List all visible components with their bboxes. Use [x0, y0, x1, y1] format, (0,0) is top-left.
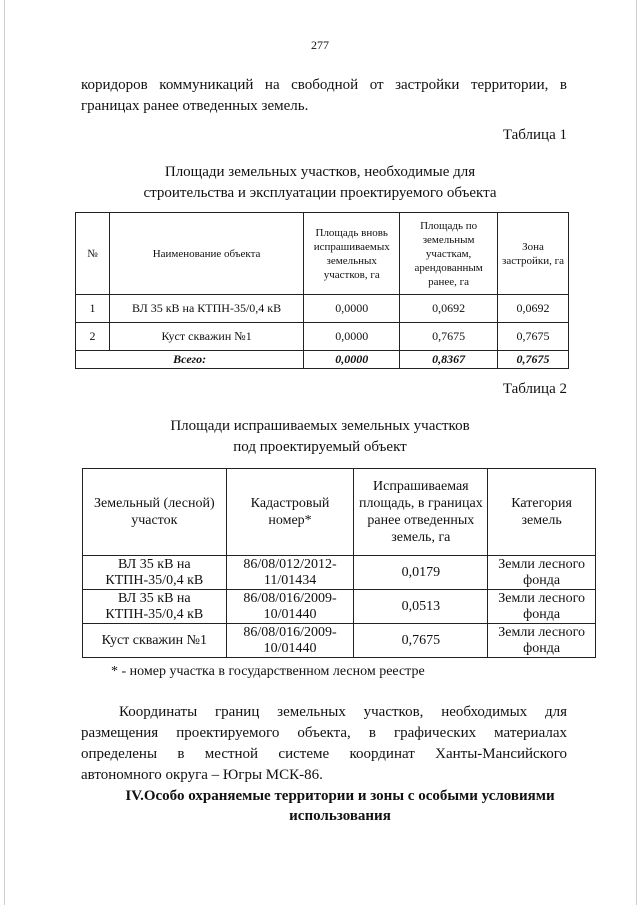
- table1-title-line-1: Площади земельных участков, необходимые для: [164, 164, 476, 180]
- table-cell: Земли лесного фонда: [488, 590, 596, 624]
- table-cell: 1: [76, 295, 110, 323]
- coords-line-1: Координаты границ земельных участков, необходимых для: [119, 704, 567, 720]
- table-cell: 86/08/016/2009-10/01440: [226, 590, 354, 624]
- table2-title-line-2: под проектируемый объект: [233, 439, 407, 455]
- table-row: [76, 323, 569, 351]
- table1-total-label: Всего:: [76, 351, 304, 369]
- table-row: [83, 624, 596, 658]
- coords-line-3: определены в местной системе координат Ханты-Мансийского: [81, 746, 567, 762]
- intro-paragraph: [81, 75, 567, 117]
- table1: [75, 212, 569, 369]
- table2-footnote: * - номер участка в государственном лесном реестре: [111, 664, 425, 679]
- table-cell: ВЛ 35 кВ на КТПН-35/0,4 кВ: [83, 556, 227, 590]
- table-cell: 86/08/012/2012-11/01434: [226, 556, 354, 590]
- table1-header-cell: Наименование объекта: [109, 213, 303, 295]
- intro-line-1: коридоров коммуникаций на свободной от застройки территории, в: [81, 77, 567, 93]
- table2-header-cell: Земельный (лесной) участок: [83, 469, 227, 556]
- table-cell: 0,0692: [498, 295, 569, 323]
- table1-label: Таблица 1: [502, 127, 567, 143]
- table-row: [83, 556, 596, 590]
- table-cell: Куст скважин №1: [109, 323, 303, 351]
- table2-label: Таблица 2: [502, 381, 567, 397]
- table2-header-cell: Кадастровый номер*: [226, 469, 354, 556]
- section-heading-line-1: IV.Особо охраняемые территории и зоны с особыми условиями: [125, 788, 555, 804]
- table1-header-cell: Площадь по земельным участкам, арендованным ранее, га: [400, 213, 498, 295]
- section-heading: [80, 786, 600, 826]
- table2-header-cell: Испрашиваемая площадь, в границах ранее отведенных земель, га: [354, 469, 488, 556]
- table-cell: Земли лесного фонда: [488, 624, 596, 658]
- table-cell: 2: [76, 323, 110, 351]
- table1-total-row: [76, 351, 569, 369]
- table-cell: 0,7675: [498, 323, 569, 351]
- table2-header-cell: Категория земель: [488, 469, 596, 556]
- coords-line-4: автономного округа – Югры МСК-86.: [81, 767, 323, 783]
- table-cell: Куст скважин №1: [83, 624, 227, 658]
- table-cell: 0,7675: [354, 624, 488, 658]
- table-cell: 0,7675: [400, 323, 498, 351]
- table-cell: 0,0692: [400, 295, 498, 323]
- table-cell: 0,0179: [354, 556, 488, 590]
- table-row: [83, 590, 596, 624]
- table1-header-cell: Зона застройки, га: [498, 213, 569, 295]
- page-number: 277: [311, 38, 329, 52]
- section-heading-line-2: использования: [289, 808, 391, 824]
- intro-line-2: границах ранее отведенных земель.: [81, 98, 309, 114]
- table1-total-cell: 0,8367: [400, 351, 498, 369]
- table-cell: 0,0000: [304, 323, 400, 351]
- table1-header-row: [76, 213, 569, 295]
- table2-header-row: [83, 469, 596, 556]
- coordinates-paragraph: [81, 702, 567, 786]
- table-cell: 0,0513: [354, 590, 488, 624]
- table1-total-cell: 0,7675: [498, 351, 569, 369]
- table1-title: [0, 162, 640, 204]
- table2-title-line-1: Площади испрашиваемых земельных участков: [170, 418, 470, 434]
- table-cell: Земли лесного фонда: [488, 556, 596, 590]
- table-cell: ВЛ 35 кВ на КТПН-35/0,4 кВ: [109, 295, 303, 323]
- table2: [82, 468, 596, 658]
- table2-title: [0, 416, 640, 458]
- coords-line-2: размещения проектируемого объекта, в графических материалах: [81, 725, 567, 741]
- table1-title-line-2: строительства и эксплуатации проектируемого объекта: [143, 185, 497, 201]
- table-row: [76, 295, 569, 323]
- table-cell: ВЛ 35 кВ на КТПН-35/0,4 кВ: [83, 590, 227, 624]
- table-cell: 86/08/016/2009-10/01440: [226, 624, 354, 658]
- table-cell: 0,0000: [304, 295, 400, 323]
- table1-total-cell: 0,0000: [304, 351, 400, 369]
- table1-header-cell: Площадь вновь испрашиваемых земельных участков, га: [304, 213, 400, 295]
- table1-header-cell: №: [76, 213, 110, 295]
